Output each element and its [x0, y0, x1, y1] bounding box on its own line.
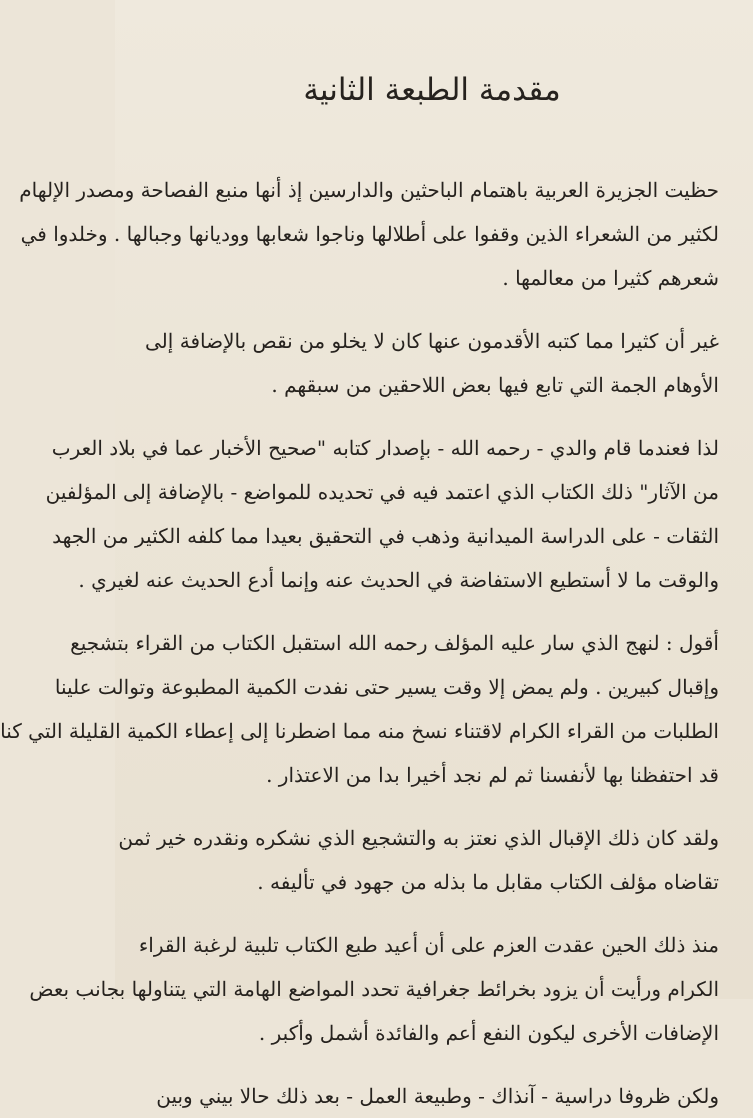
text-line: لذا فعندما قام والدي - رحمه الله - بإصدار كتابه "صحيح الأخبار عما في بلاد العرب [51, 436, 719, 460]
paragraph [145, 319, 719, 407]
paragraph [145, 1074, 719, 1118]
text-line: منذ ذلك الحين عقدت العزم على أن أعيد طبع الكتاب تلبية لرغبة القراء [138, 933, 719, 957]
text-line: لكثير من الشعراء الذين وقفوا على أطلالها وناجوا شعابها ووديانها وجبالها . وخلدوا في [20, 222, 719, 246]
page-title: مقدمة الطبعة الثانية [303, 72, 561, 108]
text-line: الثقات - على الدراسة الميدانية وذهب في التحقيق بعيدا مما كلفه الكثير من الجهد [52, 524, 719, 548]
paragraph [29, 923, 719, 1055]
text-line: الإضافات الأخرى ليكون النفع أعم والفائدة أشمل وأكبر . [258, 1021, 719, 1045]
text-line: ولكن ظروفا دراسية - آنذاك - وطبيعة العمل - بعد ذلك حالا بيني وبين [156, 1084, 719, 1108]
paragraph [118, 816, 719, 904]
text-line: شعرهم كثيرا من معالمها . [502, 266, 719, 290]
paragraph [19, 168, 719, 300]
text-line: غير أن كثيرا مما كتبه الأقدمون عنها كان لا يخلو من نقص بالإضافة إلى [145, 329, 719, 353]
paragraph [0, 621, 719, 797]
text-line: حظيت الجزيرة العربية باهتمام الباحثين والدارسين إذ أنها منبع الفصاحة ومصدر الإلهام [19, 178, 719, 202]
text-line: من الآثار" ذلك الكتاب الذي اعتمد فيه في تحديده للمواضع - بالإضافة إلى المؤلفين [45, 480, 719, 504]
paragraph [45, 426, 719, 602]
text-line: قد احتفظنا بها لأنفسنا ثم لم نجد أخيرا بدا من الاعتذار . [266, 763, 719, 787]
text-line: الأوهام الجمة التي تابع فيها بعض اللاحقين من سبقهم . [271, 373, 719, 397]
text-line: الكرام ورأيت أن يزود بخرائط جغرافية تحدد المواضع الهامة التي يتناولها بجانب بعض [29, 977, 719, 1001]
text-line: تقاضاه مؤلف الكتاب مقابل ما بذله من جهود في تأليفه . [257, 870, 719, 894]
body-text [0, 168, 719, 1118]
text-line: ولقد كان ذلك الإقبال الذي نعتز به والتشجيع الذي نشكره ونقدره خير ثمن [118, 826, 719, 850]
text-line: أقول : لنهج الذي سار عليه المؤلف رحمه الله استقبل الكتاب من القراء بتشجيع [70, 631, 719, 655]
text-line: الطلبات من القراء الكرام لاقتناء نسخ منه مما اضطرنا إلى إعطاء الكمية القليلة التي كنا [0, 719, 719, 743]
text-line: والوقت ما لا أستطيع الاستفاضة في الحديث عنه وإنما أدع الحديث عنه لغيري . [78, 568, 719, 592]
text-line: وإقبال كبيرين . ولم يمض إلا وقت يسير حتى نفدت الكمية المطبوعة وتوالت علينا [54, 675, 719, 699]
